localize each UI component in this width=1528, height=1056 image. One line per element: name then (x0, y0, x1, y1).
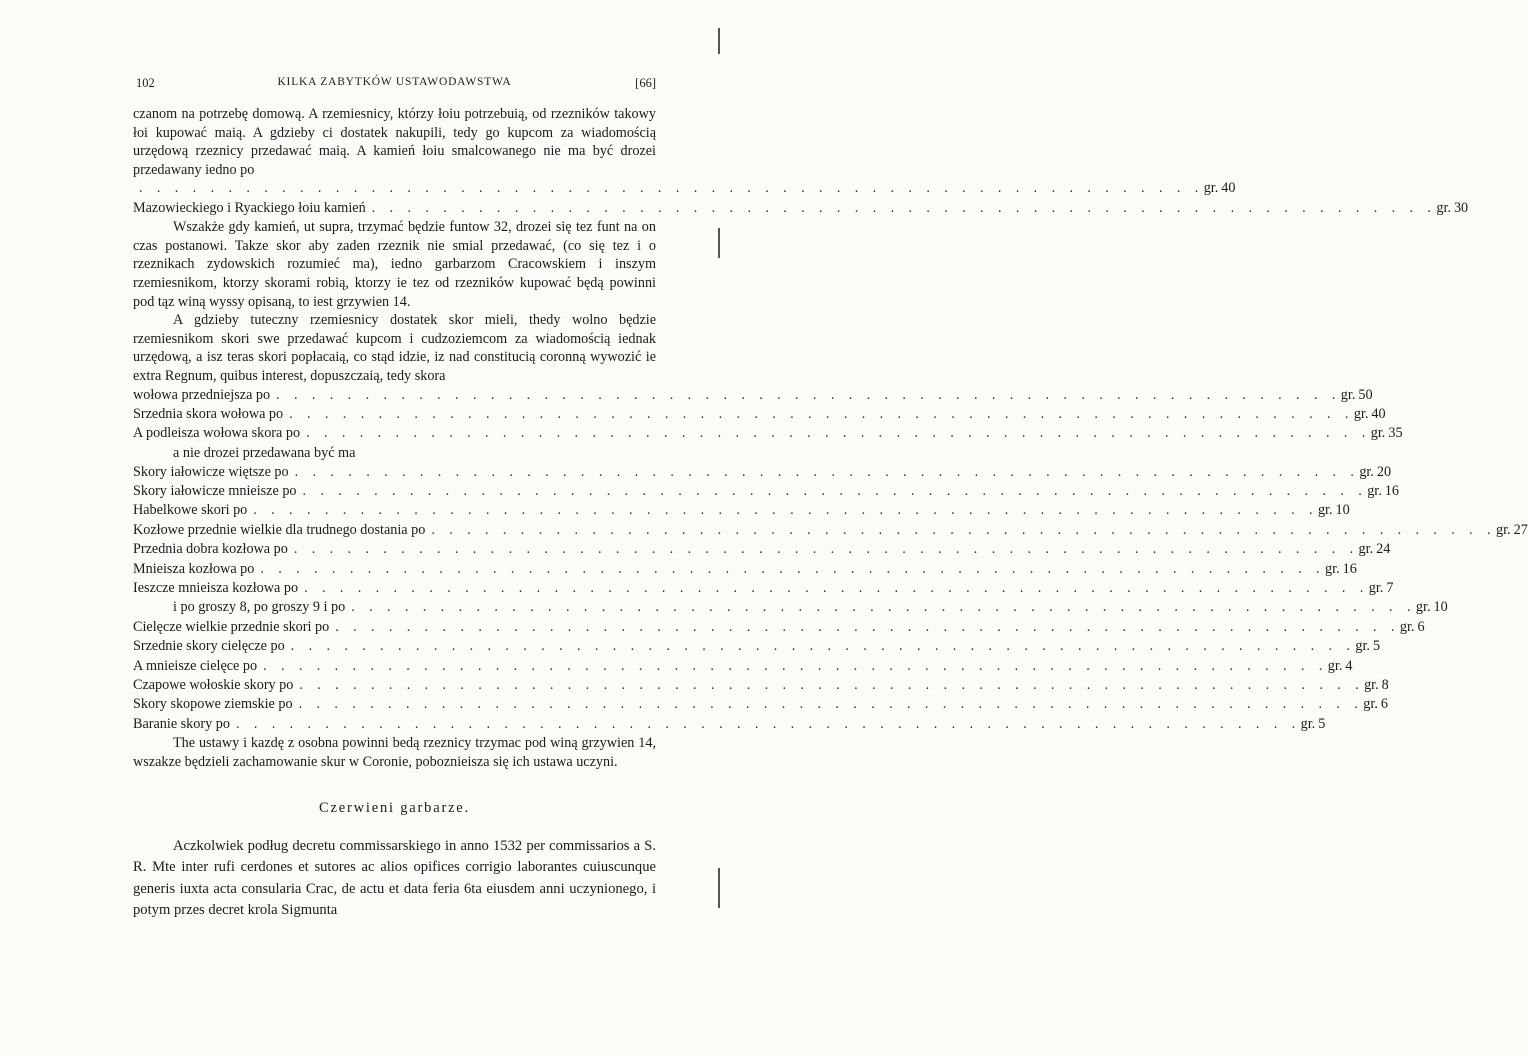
price-item-label: Skory iałowicze mnieisze po (133, 483, 297, 500)
price-unit: gr. (1367, 483, 1382, 500)
dot-leader: . . . . . . . . . . . . . . . . . . . . . . . . . . . . . . . . . . . . . . . . . . . . . . . . . . . . . . . . . . . . (306, 425, 1371, 442)
dot-leader: . . . . . . . . . . . . . . . . . . . . . . . . . . . . . . . . . . . . . . . . . . . . . . . . . . . . . . . . . . . . (276, 386, 1341, 403)
dot-leader: . . . . . . . . . . . . . . . . . . . . . . . . . . . . . . . . . . . . . . . . . . . . . . . . . . . . . . . . . . . . (298, 696, 1364, 713)
bracket-number: [66] (635, 76, 656, 90)
paragraph-4: The ustawy i kazdę z osobna powinni bedą rzeznicy trzymac pod winą grzywien 14, wszakze będzieli zachamowanie skur w Coronie, poboznieisza się ich ustawa uczyni. (133, 735, 656, 770)
price-item-label: Skory iałowicze więtsze po (133, 463, 289, 480)
price-unit: gr. (1368, 580, 1384, 597)
price-value: 24 (1376, 541, 1391, 558)
price-row (133, 501, 1350, 520)
price-row (133, 540, 1391, 559)
dot-leader: . . . . . . . . . . . . . . . . . . . . . . . . . . . . . . . . . . . . . . . . . . . . . . . . . . . . . . . . . . . . (290, 638, 1356, 655)
price-unit: gr. (1364, 676, 1379, 693)
dot-leader: . . . . . . . . . . . . . . . . . . . . . . . . . . . . . . . . . . . . . . . . . . . . . . . . . . . . . . . . . . . . (371, 199, 1437, 216)
price-item-label: Cielęcze wielkie przednie skori po (133, 618, 330, 635)
price-item-label: Mazowieckiego i Ryackiego łoiu kamień (133, 199, 366, 216)
price-value: 4 (1345, 657, 1353, 674)
paragraph-2: Wszakże gdy kamień, ut supra, trzymać będzie funtow 32, drozei się tez funt na on czas postanowi. Takze skor aby zaden rzeznik nie smial przedawać, (co się tez i o rzeznikach zydowskich rozumieć ma), iedno garbarzom Cracowskiem i inszym rzemiesnikom, ktorzy skorami robią, ktorzy ie tez od rzezników kupować będą powinni pod tąz winą wyssy opisaną, to iest grzywien 14. (133, 219, 656, 310)
price-value: 5 (1318, 715, 1326, 732)
price-value: 40 (1371, 405, 1386, 422)
price-value: 20 (1376, 463, 1392, 480)
scan-edge-mark (718, 28, 720, 54)
dot-leader: . . . . . . . . . . . . . . . . . . . . . . . . . . . . . . . . . . . . . . . . . . . . . . . . . . . . . . . . . . . . (263, 657, 1328, 674)
price-unit: gr. (1399, 618, 1415, 635)
price-value: 50 (1358, 386, 1373, 403)
dot-leader: . . . . . . . . . . . . . . . . . . . . . . . . . . . . . . . . . . . . . . . . . . . . . . . . . . . . . . . . . . . . (431, 521, 1497, 538)
page-body (133, 105, 1528, 922)
price-value: 40 (1221, 180, 1236, 197)
document-page (133, 70, 1528, 922)
dot-leader: . . . . . . . . . . . . . . . . . . . . . . . . . . . . . . . . . . . . . . . . . . . . . . . . . . . . . . . . . . . . (293, 541, 1359, 558)
price-value: 6 (1417, 618, 1425, 635)
price-unit: gr. (1363, 696, 1378, 713)
price-unit: gr. (1300, 715, 1316, 732)
scan-edge-mark (718, 868, 720, 908)
price-value: 7 (1386, 580, 1394, 597)
dot-leader: . . . . . . . . . . . . . . . . . . . . . . . . . . . . . . . . . . . . . . . . . . . . . . . . . . . . . . . . . . . . (299, 676, 1365, 693)
price-row (133, 579, 1394, 598)
price-row (133, 199, 1469, 218)
price-value: 27 (1513, 521, 1528, 538)
dot-leader: . . . . . . . . . . . . . . . . . . . . . . . . . . . . . . . . . . . . . . . . . . . . . . . . . . . . . . . . . . . . (289, 405, 1354, 422)
price-row (133, 386, 1373, 405)
price-unit: gr. (1358, 541, 1374, 558)
section-title: Czerwieni garbarze. (319, 800, 470, 817)
price-value: 5 (1372, 638, 1381, 655)
dot-leader: . . . . . . . . . . . . . . . . . . . . . . . . . . . . . . . . . . . . . . . . . . . . . . . . . . . . . . . . . . . . (351, 599, 1416, 616)
price-item-label: Srzednia skora wołowa po (133, 405, 284, 422)
scan-edge-mark (718, 228, 720, 258)
price-row (133, 560, 1357, 579)
price-item-label: A mnieisze cielęce po (133, 657, 258, 674)
price-row (133, 637, 1381, 656)
price-row (133, 715, 1326, 734)
price-value: 6 (1380, 696, 1388, 713)
tallow-price-list (133, 179, 1469, 218)
hide-price-list-a (133, 386, 1403, 444)
price-unit: gr. (1203, 180, 1219, 197)
running-header (133, 70, 656, 90)
price-row (133, 424, 1403, 443)
price-item-label: Przednia dobra kozłowa po (133, 541, 288, 558)
page-number: 102 (136, 76, 155, 90)
price-row (133, 405, 1386, 424)
price-item-label: Skory skopowe ziemskie po (133, 696, 293, 713)
price-item-label: Habelkowe skori po (133, 502, 248, 519)
price-item-label: Ieszcze mnieisza kozłowa po (133, 580, 299, 597)
price-unit: gr. (1415, 599, 1431, 616)
price-unit: gr. (1317, 502, 1333, 519)
price-value: 16 (1342, 560, 1357, 577)
hide-price-list-b (133, 463, 1528, 734)
dot-leader: . . . . . . . . . . . . . . . . . . . . . . . . . . . . . . . . . . . . . . . . . . . . . . . . . . . . . . . . . . . . (253, 502, 1318, 519)
price-item-label: Mnieisza kozłowa po (133, 560, 255, 577)
price-value: 16 (1384, 483, 1399, 500)
price-unit: gr. (1355, 638, 1370, 655)
price-item-label: wołowa przedniejsza po (133, 386, 271, 403)
price-row (133, 482, 1399, 501)
paragraph-1: czanom na potrzebę domową. A rzemiesnicy, którzy łoiu potrzebuią, od rzezników takowy łoi kupować maią. A gdzieby ci dostatek nakupili, tedy go kupcom za wiadomością urzędową rzeznicy przedawać maią. A kamień łoiu smalcowanego nie ma być drozei przedawany iedno po (133, 106, 656, 178)
dot-leader: . . . . . . . . . . . . . . . . . . . . . . . . . . . . . . . . . . . . . . . . . . . . . . . . . . . . . . . . . . . . (294, 463, 1360, 480)
price-item-label: Czapowe wołoskie skory po (133, 676, 294, 693)
midline-note: a nie drozei przedawana być ma (173, 444, 356, 461)
dot-leader: . . . . . . . . . . . . . . . . . . . . . . . . . . . . . . . . . . . . . . . . . . . . . . . . . . . . . . . . . . . . (139, 180, 1204, 197)
price-value: 35 (1388, 425, 1403, 442)
running-title: KILKA ZABYTKÓW USTAWODAWSTWA (277, 76, 512, 88)
price-row (133, 598, 1448, 617)
paragraph-3: A gdzieby tuteczny rzemiesnicy dostatek skor mieli, thedy wolno będzie rzemiesnikom skori swe przedawać kupcom i cudzoziemcom za wiadomością iednak urzędową, a isz teras skori popłacaią, co stąd idzie, iz nad constitucią coronną wywozić ie extra Regnum, quibus interest, dopuszczaią, tedy skora (133, 312, 656, 384)
price-row (133, 676, 1389, 695)
price-unit: gr. (1436, 199, 1451, 216)
price-unit: gr. (1327, 657, 1343, 674)
price-unit: gr. (1370, 425, 1386, 442)
price-value: 10 (1335, 502, 1350, 519)
price-unit: gr. (1325, 560, 1340, 577)
dot-leader: . . . . . . . . . . . . . . . . . . . . . . . . . . . . . . . . . . . . . . . . . . . . . . . . . . . . . . . . . . . . (235, 715, 1301, 732)
price-row (133, 695, 1388, 714)
price-row (133, 463, 1392, 482)
price-item-label: i po groszy 8, po groszy 9 i po (173, 599, 346, 616)
price-value: 30 (1453, 199, 1469, 216)
price-unit: gr. (1340, 386, 1356, 403)
price-value: 10 (1433, 599, 1448, 616)
dot-leader: . . . . . . . . . . . . . . . . . . . . . . . . . . . . . . . . . . . . . . . . . . . . . . . . . . . . . . . . . . . . (302, 483, 1368, 500)
dot-leader: . . . . . . . . . . . . . . . . . . . . . . . . . . . . . . . . . . . . . . . . . . . . . . . . . . . . . . . . . . . . (335, 618, 1400, 635)
price-item-label: Kozłowe przednie wielkie dla trudnego dostania po (133, 521, 426, 538)
dot-leader: . . . . . . . . . . . . . . . . . . . . . . . . . . . . . . . . . . . . . . . . . . . . . . . . . . . . . . . . . . . . (260, 560, 1326, 577)
price-unit: gr. (1359, 463, 1374, 480)
dot-leader: . . . . . . . . . . . . . . . . . . . . . . . . . . . . . . . . . . . . . . . . . . . . . . . . . . . . . . . . . . . . (304, 580, 1369, 597)
price-row (133, 179, 1236, 198)
price-unit: gr. (1496, 521, 1511, 538)
price-row (133, 657, 1353, 676)
price-item-label: A podleisza wołowa skora po (133, 425, 301, 442)
price-item-label: Srzednie skory cielęcze po (133, 638, 285, 655)
price-value: 8 (1381, 676, 1389, 693)
paragraph-5: Aczkolwiek podług decretu commissarskiego in anno 1532 per commissarios a S. R. Mte inter rufi cerdones et sutores ac alios opifices corrigio laborantes cuiuscunque generis iuxta acta consularia Crac, de actu et data feria 6ta eiusdem anni uczynionego, i potym przes decret krola Sigmunta (133, 837, 656, 919)
price-row (133, 521, 1528, 540)
price-item-label: Baranie skory po (133, 715, 230, 732)
price-unit: gr. (1353, 405, 1369, 422)
price-row (133, 618, 1425, 637)
